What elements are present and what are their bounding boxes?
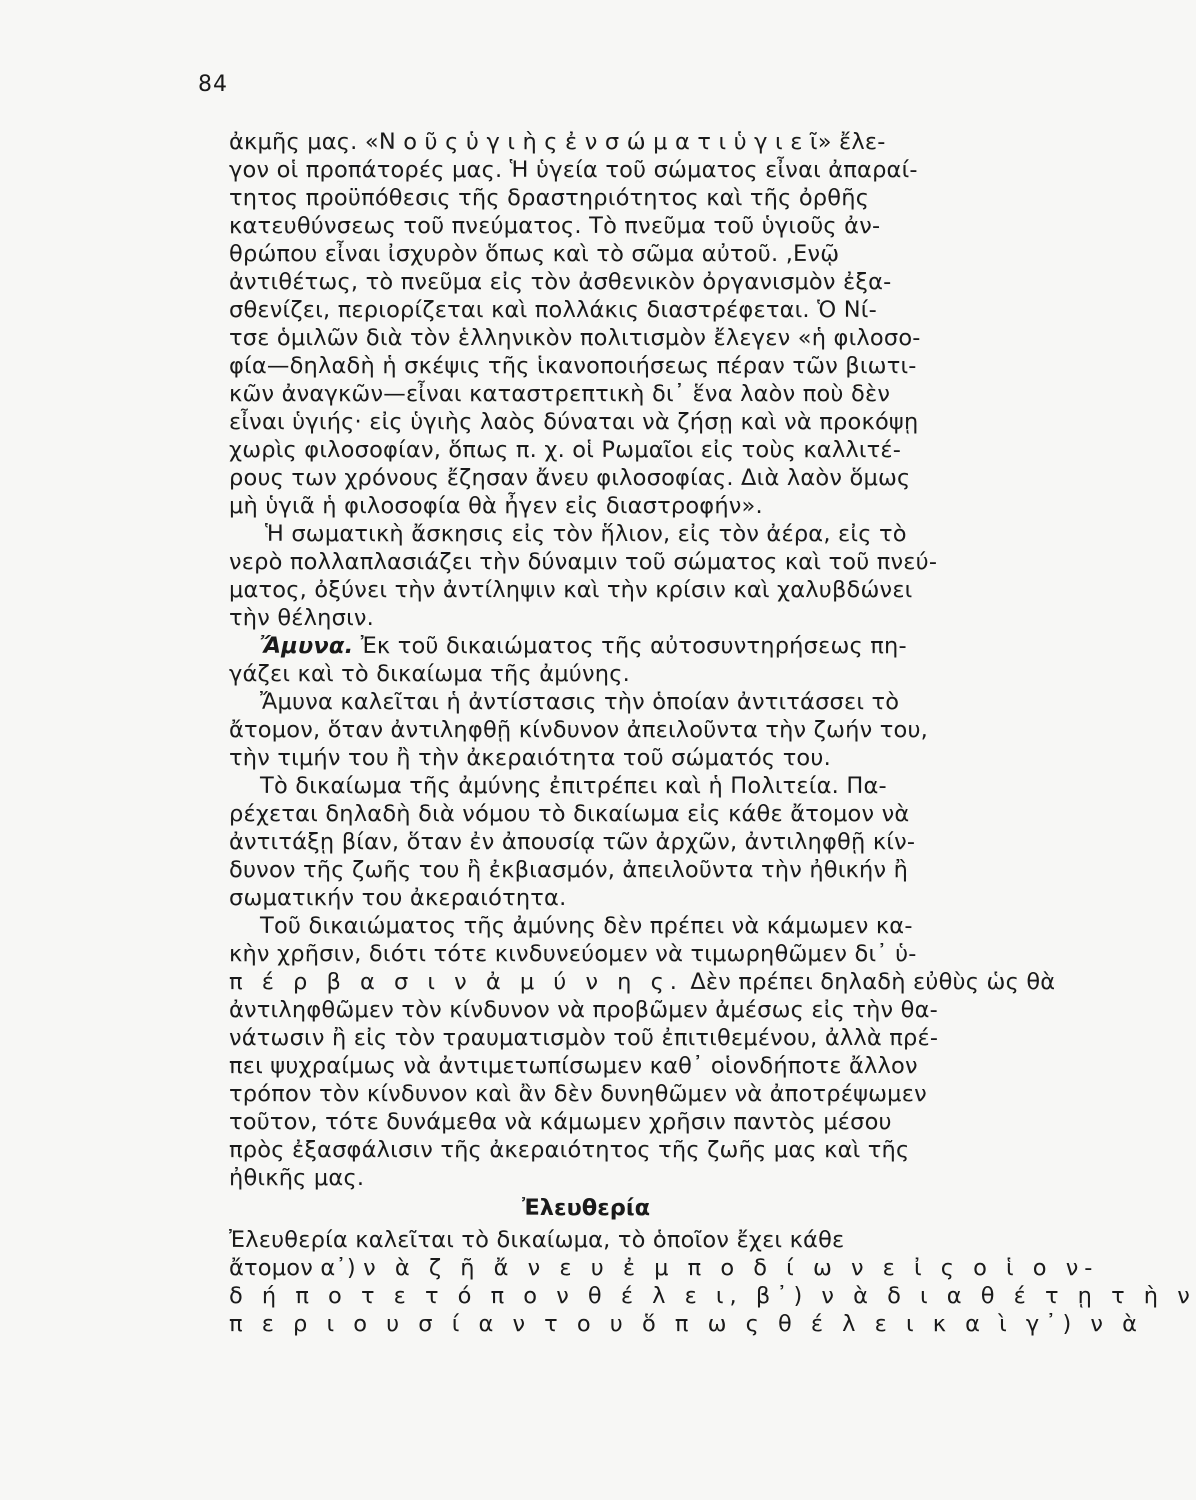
amyna-line [260, 632, 907, 660]
body-line: νάτωσιν ἢ εἰς τὸν τραυματισμὸν τοῦ ἐπιτιθεμένου, ἀλλὰ πρέ- [229, 1025, 939, 1051]
body-text: Δὲν πρέπει δηλαδὴ εὐθὺς ὡς θὰ [690, 969, 1056, 995]
body-line: τητος προϋπόθεσις τῆς δραστηριότητος καὶ τῆς ὀρθῆς [229, 185, 870, 211]
body-line: τὴν θέλησιν. [229, 605, 375, 631]
body-line: ἀντιθέτως, τὸ πνεῦμα εἰς τὸν ἀσθενικὸν ὀργανισμὸν ἐξα- [229, 269, 892, 295]
run-in-heading-amyna: Ἄμυνα. [260, 633, 354, 659]
body-line: ἀντιτάξῃ βίαν, ὅταν ἐν ἀπουσίᾳ τῶν ἀρχῶν, ἀντιληφθῇ κίν- [229, 829, 916, 855]
spaced-phrase: ν ὰ ζ ῆ ἄ ν ε υ ἐ μ π ο δ ί ω ν ε ἰ ς ο ἱ ο ν- [363, 1255, 1099, 1281]
body-line: τρόπον τὸν κίνδυνον καὶ ἂν δὲν δυνηθῶμεν νὰ ἀποτρέψωμεν [229, 1081, 927, 1107]
body-line: θρώπου εἶναι ἰσχυρὸν ὅπως καὶ τὸ σῶμα αὐτοῦ. ,Ενῷ [229, 241, 840, 267]
body-line: τοῦτον, τότε δυνάμεθα νὰ κάμωμεν χρῆσιν παντὸς μέσου [229, 1109, 892, 1135]
body-line: τσε ὁμιλῶν διὰ τὸν ἑλληνικὸν πολιτισμὸν ἔλεγεν «ἡ φιλοσο- [229, 325, 921, 351]
body-line: ματος, ὀξύνει τὴν ἀντίληψιν καὶ τὴν κρίσιν καὶ χαλυβδώνει [229, 577, 913, 603]
body-line: φία—δηλαδὴ ἡ σκέψις τῆς ἱκανοποιήσεως πέραν τῶν βιωτι- [229, 353, 917, 379]
spaced-line: π ε ρ ι ο υ σ ί α ν τ ο υ ὅ π ω ς θ έ λ ε ι κ α ὶ γ᾽) ν ὰ [229, 1311, 1143, 1337]
body-line: ρέχεται δηλαδὴ διὰ νόμου τὸ δικαίωμα εἰς κάθε ἄτομον νὰ [229, 801, 910, 827]
body-line: ἀντιληφθῶμεν τὸν κίνδυνον νὰ προβῶμεν ἀμέσως εἰς τὴν θα- [229, 997, 938, 1023]
body-line: γάζει καὶ τὸ δικαίωμα τῆς ἀμύνης. [229, 661, 630, 687]
body-line: χωρὶς φιλοσοφίαν, ὅπως π. χ. οἱ Ρωμαῖοι εἰς τοὺς καλλιτέ- [229, 437, 902, 463]
body-line: πρὸς ἐξασφάλισιν τῆς ἀκεραιότητος τῆς ζωῆς μας καὶ τῆς [229, 1137, 910, 1163]
body-line: τὴν τιμήν του ἢ τὴν ἀκεραιότητα τοῦ σώματός του. [229, 745, 831, 771]
spaced-line [229, 1254, 1098, 1282]
body-line: Τοῦ δικαιώματος τῆς ἀμύνης δὲν πρέπει νὰ κάμωμεν κα- [260, 913, 913, 939]
body-text: ἄτομον α᾽) [229, 1255, 356, 1281]
section-heading: Ἐλευθερία [522, 1195, 651, 1221]
spaced-phrase: π έ ρ β α σ ι ν ἀ μ ύ ν η ς. [229, 969, 683, 995]
body-line: ἄτομον, ὅταν ἀντιληφθῇ κίνδυνον ἀπειλοῦντα τὴν ζωήν του, [229, 717, 929, 743]
body-line: μὴ ὑγιᾶ ἡ φιλοσοφία θὰ ἦγεν εἰς διαστροφήν». [229, 493, 763, 519]
body-line: κατευθύνσεως τοῦ πνεύματος. Τὸ πνεῦμα τοῦ ὑγιοῦς ἀν- [229, 213, 881, 239]
body-line: δυνον τῆς ζωῆς του ἢ ἐκβιασμόν, ἀπειλοῦντα τὴν ἠθικήν ἢ [229, 857, 909, 883]
body-line: Ἄμυνα καλεῖται ἡ ἀντίστασις τὴν ὁποίαν ἀντιτάσσει τὸ [260, 689, 900, 715]
body-line: κὴν χρῆσιν, διότι τότε κινδυνεύομεν νὰ τιμωρηθῶμεν δι᾽ ὑ- [229, 941, 917, 967]
body-line: εἶναι ὑγιής· εἰς ὑγιὴς λαὸς δύναται νὰ ζήσῃ καὶ νὰ προκόψῃ [229, 409, 919, 435]
spaced-line: δ ή π ο τ ε τ ό π ο ν θ έ λ ε ι, β᾽) ν ὰ δ ι α θ έ τ ῃ τ ὴ ν [229, 1283, 1196, 1309]
body-line: πει ψυχραίμως νὰ ἀντιμετωπίσωμεν καθ᾽ οἱονδήποτε ἄλλον [229, 1053, 918, 1079]
body-line: σθενίζει, περιορίζεται καὶ πολλάκις διαστρέφεται. Ὁ Νί- [229, 297, 877, 323]
body-line: ἀκμῆς μας. «Ν ο ῦ ς ὑ γ ι ὴ ς ἐ ν σ ώ μ α τ ι ὑ γ ι ε ῖ» ἔλε- [229, 129, 886, 155]
body-line: κῶν ἀναγκῶν—εἶναι καταστρεπτικὴ δι᾽ ἕνα λαὸν ποὺ δὲν [229, 381, 891, 407]
body-line: Ἡ σωματικὴ ἄσκησις εἰς τὸν ἥλιον, εἰς τὸν ἀέρα, εἰς τὸ [265, 521, 907, 547]
body-line: Ἐλευθερία καλεῖται τὸ δικαίωμα, τὸ ὁποῖον ἔχει κάθε [229, 1227, 845, 1253]
body-text: Ἐκ τοῦ δικαιώματος τῆς αὐτοσυντηρήσεως πη- [360, 633, 907, 659]
hyperbasin-line [229, 968, 1055, 996]
body-line: νερὸ πολλαπλασιάζει τὴν δύναμιν τοῦ σώματος καὶ τοῦ πνεύ- [229, 549, 938, 575]
body-line: σωματικήν του ἀκεραιότητα. [229, 885, 567, 911]
page-number: 84 [198, 72, 228, 97]
body-line: Τὸ δικαίωμα τῆς ἀμύνης ἐπιτρέπει καὶ ἡ Πολιτεία. Πα- [260, 773, 887, 799]
body-line: ἠθικῆς μας. [229, 1165, 365, 1191]
body-line: ρους των χρόνους ἔζησαν ἄνευ φιλοσοφίας. Διὰ λαὸν ὅμως [229, 465, 911, 491]
body-line: γον οἱ προπάτορές μας. Ἡ ὑγεία τοῦ σώματος εἶναι ἀπαραί- [229, 157, 918, 183]
